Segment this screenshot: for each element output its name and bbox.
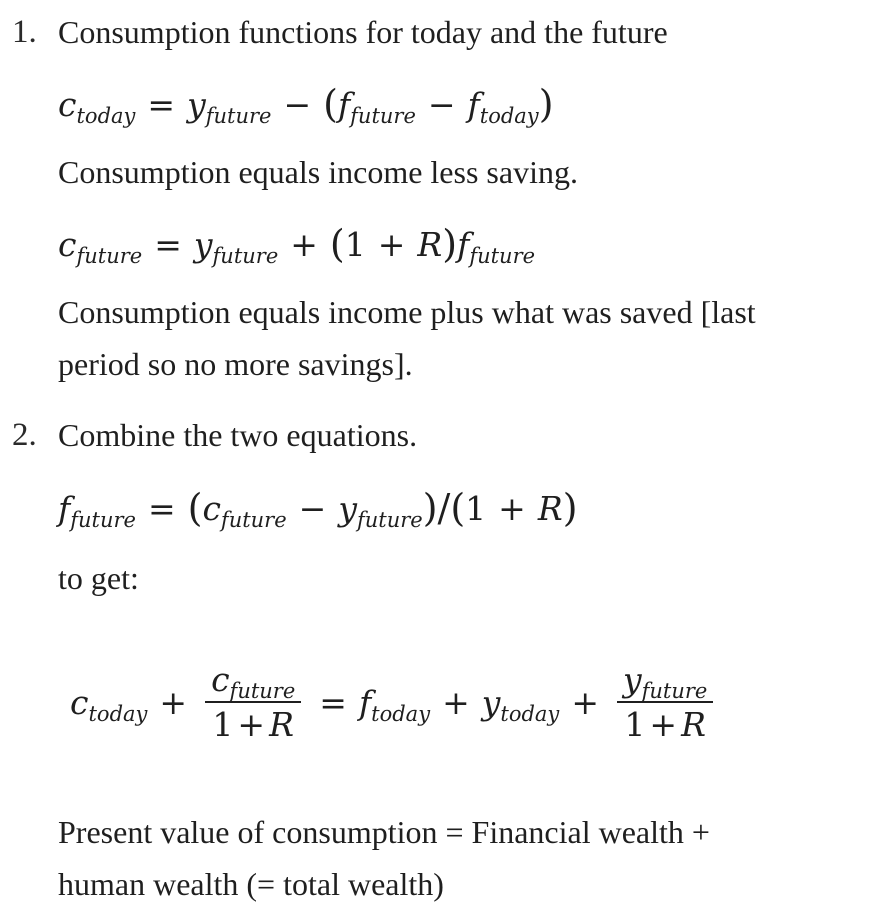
equation-consumption-today: $c_{today}$ = $y_{future}$ − ( $f_{future}$ − $f_{today}$ ) (58, 82, 554, 128)
caption-income-plus-saved-line2: period so no more savings]. (58, 346, 413, 382)
heading-consumption-functions: Consumption functions for today and the future (58, 14, 668, 50)
caption-income-less-saving: Consumption equals income less saving. (58, 154, 578, 190)
caption-income-plus-saved-line1: Consumption equals income plus what was saved [last (58, 294, 756, 330)
fraction-consumption-future: $\frac{c_{future}}{1 + R}$ (205, 660, 301, 744)
caption-to-get: to get: (58, 560, 139, 596)
list-number-1: 1. (12, 14, 37, 50)
caption-present-value-line2: human wealth (= total wealth) (58, 866, 444, 902)
list-number-2: 2. (12, 417, 37, 453)
caption-present-value-line1: Present value of consumption = Financial wealth + (58, 814, 710, 850)
fraction-income-future: $\frac{y_{future}}{1 + R}$ (617, 660, 713, 744)
equation-saving-future: $f_{future}$ = ( $c_{future}$ − $y_{future}$ ) / ( 1 + R ) (58, 486, 578, 532)
heading-combine-equations: Combine the two equations. (58, 417, 418, 453)
equation-consumption-future: $c_{future}$ = $y_{future}$ + ( 1 + R ) $f_{future}$ (58, 222, 536, 268)
equation-intertemporal-budget: $c_{today}$ + $\frac{c_{future}}{1 + R}$ = $f_{today}$ + $y_{today}$ + $\frac{y_{future}}{1 + R}$ (70, 660, 719, 744)
